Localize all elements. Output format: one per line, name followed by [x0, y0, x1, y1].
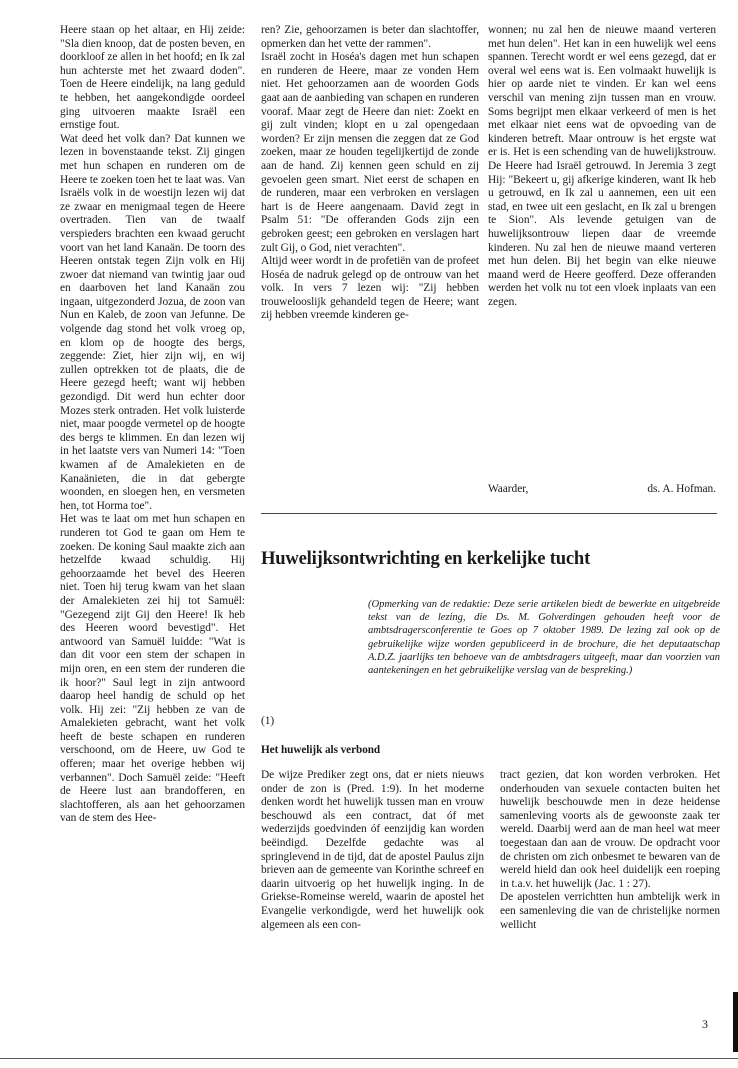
editorial-note: (Opmerking van de redaktie: Deze serie artikelen biedt de bewerkte en uitgebreide tekst van de lezing, die Ds. M. Golverdingen gehouden heeft voor de ambtsdragersconferentie te Goes op 7 oktober 1989. De lezing zal ook op de gebruikelijke wijze worden gepubliceerd in de brochure, die het deputaatschap A.D.Z. jaarlijks ten behoeve van de ambtsdragers uitgeeft, maar dan voorzien van aantekeningen en het gebruikelijke verslag van de bespreking.): [368, 599, 720, 677]
scan-edge-mark: [733, 992, 738, 1052]
paragraph: Heere staan op het altaar, en Hij zeide: "Sla dien knoop, dat de posten beven, en doorkloof ze allen in het hoofd; en Ik zal hun achterste met het zwaard doden". Toen de Heere eindelijk, na lang geduld te hebben, het aangekondigde oordeel ging uitvoeren maakte Israël een ernstige fout.: [60, 24, 245, 132]
paragraph: De apostelen verrichtten hun ambtelijk werk in een samenleving die van de christelijke normen wellicht: [500, 891, 720, 931]
paragraph: wonnen; nu zal hen de nieuwe maand verteren met hun delen". Het kan in een huwelijk wel eens spannen. Terecht wordt er wel eens gezegd, dat er overal wel eens wat is. Een volmaakt huwelijk is hier op aarde niet te vinden. Er kan wel eens verschil van mening zijn tussen man en vrouw. Soms begrijpt men elkaar verkeerd of men is het met elkaar niet eens wat de opvoeding van de kinderen betreft. Maar ontrouw is het ergste wat er is. Het is een schending van de huwelijkstrouw. De Heere had Israël getrouwd. In Jeremia 3 zegt Hij: "Bekeert u, gij afkerige kinderen, want Ik heb u getrouwd, en Ik zal u aannemen, een uit een stad, en twee uit een geslacht, en Ik zal u brengen te Sion". Als levende getuigen van de huwelijksontrouw liepen daar de vreemde kinderen. Nu zal hen de nieuwe maand verteren met hun delen. Bij het begin van elke nieuwe maand werd de Heere geofferd. Deze offeranden werden het volk nu tot een vloek inplaats van een zegen.: [488, 24, 716, 308]
article-column-middle: [261, 24, 479, 323]
paragraph: Altijd weer wordt in de profetiën van de profeet Hoséa de nadruk gelegd op de ontrouw van het volk. In vers 7 lezen wij: "Zij hebben trouwelooslijk gehandeld tegen de Heere; want zij hebben vreemde kinderen ge-: [261, 255, 479, 322]
section-divider: [261, 513, 717, 514]
paragraph: Wat deed het volk dan? Dat kunnen we lezen in bovenstaande tekst. Zij gingen met hun schapen en runderen om de Heere te zoeken toen het te laat was. Van Israëls volk in de woestijn lezen wij dat ze zwaar en menigmaal tegen de Heere overtraden. Tien van de twaalf verspieders brachten een kwaad gerucht voort van het land Kanaän. De toorn des Heeren ontstak tegen Zijn volk en Hij zwoer dat niemand van twintig jaar oud en daarboven het land Kanaän zou ingaan, uitgezonderd Jozua, de zoon van Nun en Kaleb, de zoon van Jefunne. De volgende dag stond het volk vroeg op, en klom op de hoogte des bergs, zeggende: Ziet, hier zijn wij, en wij zullen optrekken tot de plaats, die de Heere gezegd heeft; want wij hebben gezondigd. Dit werd hun echter door Mozes sterk ontraden. Het volk luisterde niet, maar poogde vermetel op de hoogte des bergs te klimmen. En dan lezen wij in het laatste vers van Numeri 14: "Toen kwamen af de Amalekieten en de Kanaänieten, die in dat gebergte woonden, en sloegen hen, en versmeten hen, tot Horma toe".: [60, 132, 245, 512]
signature-line: [488, 483, 716, 497]
new-article-column-left: [261, 769, 484, 932]
part-number: (1): [261, 715, 275, 727]
new-article-column-right: [500, 769, 720, 932]
paragraph: ren? Zie, gehoorzamen is beter dan slachtoffer, opmerken dan het vette der rammen".: [261, 24, 479, 50]
signature-author: ds. A. Hofman.: [647, 483, 716, 495]
signature-place: Waarder,: [488, 483, 529, 495]
paragraph: Het was te laat om met hun schapen en runderen tot God te gaan om Hem te zoeken. De koning Saul maakte zich aan hetzelfde kwaad schuldig. Hij gehoorzaamde het bevel des Heeren niet. Toen hij terug kwam van het slaan der Amalekieten zei hij tot Samuël: "Gezegend zijt Gij den Heere! Ik heb des Heeren woord bevestigd". Het antwoord van Samuël luidde: "Wat is dan dit voor een stem der schapen in mijn oren, en een stem der runderen die ik hoor?" Saul legt in zijn antwoord daarop heel handig de schuld op het volk. Hij zei: "Zij hebben ze van de Amalekieten gebracht, want het volk heeft de beste schapen en runderen verschoond, om de Heere, uw God te offeren; maar het overige hebben wij verbannen". Doch Samuël zeide: "Heeft de Heere lust aan brandofferen, en slachtofferen, als aan het gehoorzamen van de stem des Hee-: [60, 513, 245, 825]
page-bottom-edge: [0, 1058, 738, 1059]
page-number: 3: [702, 1017, 708, 1031]
section-heading: Het huwelijk als verbond: [261, 744, 381, 756]
article-column-left: [60, 24, 245, 826]
article-column-right: [488, 24, 716, 309]
paragraph: tract gezien, dat kon worden verbroken. Het onderhouden van sexuele contacten buiten het huwelijk beschouwde men in deze heidense samenleving voorts als de gewoonste zaak ter wereld. Daarbij werd aan de man heel wat meer toegestaan dan aan de vrouw. De opdracht voor de christen om zich onbesmet te bewaren van de wereld hield dan ook heel duidelijk een roeping in t.a.v. het huwelijk (Jac. 1 : 27).: [500, 769, 720, 890]
article-title: Huwelijksontwrichting en kerkelijke tucht: [261, 548, 591, 569]
paragraph: Israël zocht in Hoséa's dagen met hun schapen en runderen de Heere, maar ze vonden Hem niet. Het gehoorzamen aan de woorden Gods gaat aan de aanbieding van schapen en runderen vooraf. Maar zegt de Heere dan niet: Zoekt en gij zult vinden; klopt en u zal opengedaan worden? Er zijn mensen die zeggen dat ze God zoeken, maar ze houden tegelijkertijd de zonde aan de hand. Zij kennen geen schuld en zij gevoelen geen smart. Niet eerst de schapen en de runderen, maar een verbroken en verslagen hart is de Heere aangenaam. David zegt in Psalm 51: "De offeranden Gods zijn een gebroken geest; een gebroken en verslagen hart zult Gij, o God, niet verachten".: [261, 51, 479, 254]
paragraph: De wijze Prediker zegt ons, dat er niets nieuws onder de zon is (Pred. 1:9). In het moderne denken wordt het huwelijk tussen man en vrouw beschouwd als een contract, dat óf met wederzijds goedvinden óf eenzijdig kan worden beëindigd. Dezelfde gedachte was al springlevend in de tijd, dat de apostel Paulus zijn brieven aan de gemeente van Korinthe schreef en daarin uitvoerig op het huwelijk inging. In de Griekse-Romeinse wereld, waarin de apostel het Evangelie verkondigde, werd het huwelijk ook algemeen als een con-: [261, 769, 484, 931]
